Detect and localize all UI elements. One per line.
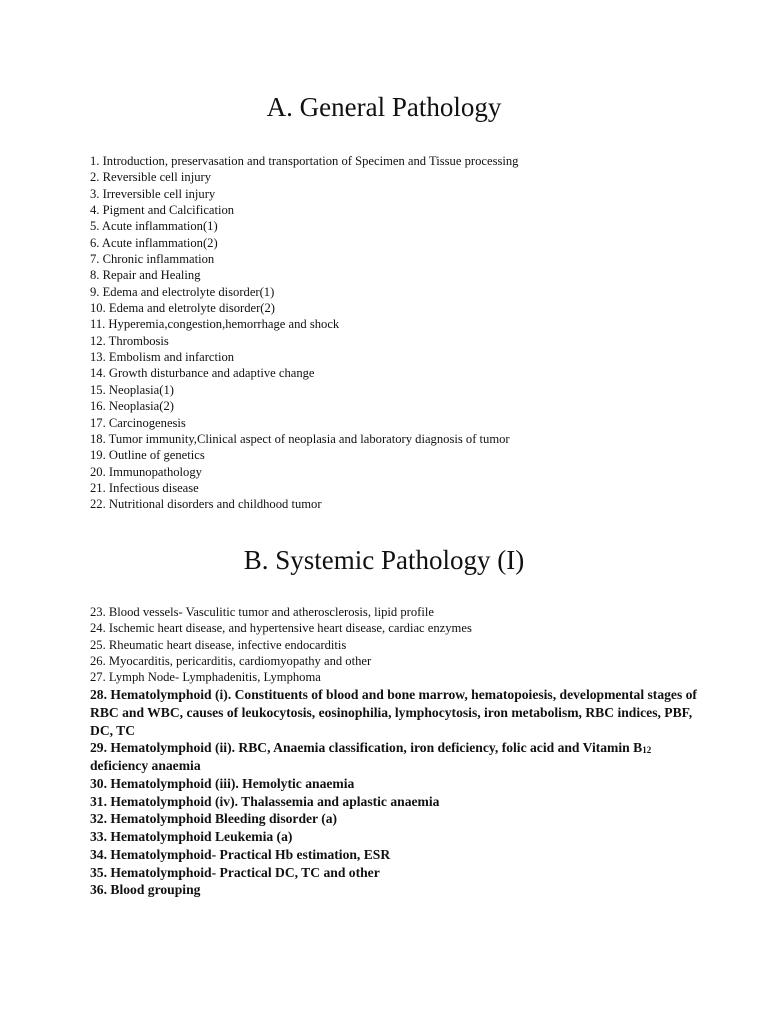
section-a-title: A. General Pathology: [266, 92, 502, 122]
section-a-list: [90, 153, 710, 513]
list-item: 5. Acute inflammation(1): [90, 219, 218, 234]
list-item: 15. Neoplasia(1): [90, 382, 174, 397]
list-item: 18. Tumor immunity,Clinical aspect of neoplasia and laboratory diagnosis of tumor: [90, 431, 510, 446]
list-item: 10. Edema and eletrolyte disorder(2): [90, 301, 275, 316]
list-item: 16. Neoplasia(2): [90, 399, 174, 414]
list-item: 4. Pigment and Calcification: [90, 203, 235, 218]
list-item: 9. Edema and electrolyte disorder(1): [90, 284, 275, 299]
list-item: 31. Hematolymphoid (iv). Thalassemia and aplastic anaemia: [90, 793, 440, 809]
list-item: 17. Carcinogenesis: [90, 415, 186, 430]
list-item: 35. Hematolymphoid- Practical DC, TC and other: [90, 864, 380, 880]
list-item: 23. Blood vessels- Vasculitic tumor and atherosclerosis, lipid profile: [90, 605, 434, 619]
list-item-28: 28. Hematolymphoid (i). Constituents of blood and bone marrow, hematopoiesis, developmental stages of RBC and WBC, causes of leukocytosis, eosinophilia, lymphocytosis, iron metabolism, RBC indices, PBF, DC, TC: [90, 687, 697, 738]
section-b-title: B. Systemic Pathology (I): [243, 545, 525, 575]
list-item: 13. Embolism and infarction: [90, 350, 235, 365]
list-item: 12. Thrombosis: [90, 333, 169, 348]
list-item: 2. Reversible cell injury: [90, 170, 212, 185]
list-item: 20. Immunopathology: [90, 464, 202, 479]
list-item: 33. Hematolymphoid Leukemia (a): [90, 829, 293, 844]
list-item: 3. Irreversible cell injury: [90, 186, 216, 201]
list-item: 27. Lymph Node- Lymphadenitis, Lymphoma: [90, 670, 321, 685]
item-29-subscript: 12: [642, 745, 652, 756]
list-item: 1. Introduction, preservasation and transportation of Specimen and Tissue processing: [90, 154, 519, 168]
section-b-bold-list: [90, 686, 710, 899]
list-item: 19. Outline of genetics: [90, 448, 205, 463]
list-item: 21. Infectious disease: [90, 480, 199, 495]
list-item-29: [90, 739, 710, 775]
list-item: 26. Myocarditis, pericarditis, cardiomyopathy and other: [90, 654, 372, 669]
section-b-regular-list: [90, 604, 710, 686]
list-item: 24. Ischemic heart disease, and hypertensive heart disease, cardiac enzymes: [90, 621, 472, 636]
list-item: 25. Rheumatic heart disease, infective endocarditis: [90, 637, 347, 652]
list-item: 34. Hematolymphoid- Practical Hb estimation, ESR: [90, 846, 391, 862]
list-item: 22. Nutritional disorders and childhood tumor: [90, 497, 322, 512]
list-item: 30. Hematolymphoid (iii). Hemolytic anaemia: [90, 775, 355, 791]
list-item: 6. Acute inflammation(2): [90, 235, 218, 250]
item-29-text: 29. Hematolymphoid (ii). RBC, Anaemia classification, iron deficiency, folic acid and Vitamin B: [90, 740, 643, 756]
item-29-text-end: deficiency anaemia: [90, 758, 201, 773]
list-item: 8. Repair and Healing: [90, 268, 201, 283]
list-item: 14. Growth disturbance and adaptive change: [90, 366, 315, 381]
list-item: 11. Hyperemia,congestion,hemorrhage and shock: [90, 317, 340, 332]
list-item: 7. Chronic inflammation: [90, 252, 215, 267]
list-item: 36. Blood grouping: [90, 882, 201, 898]
list-item: 32. Hematolymphoid Bleeding disorder (a): [90, 811, 338, 827]
